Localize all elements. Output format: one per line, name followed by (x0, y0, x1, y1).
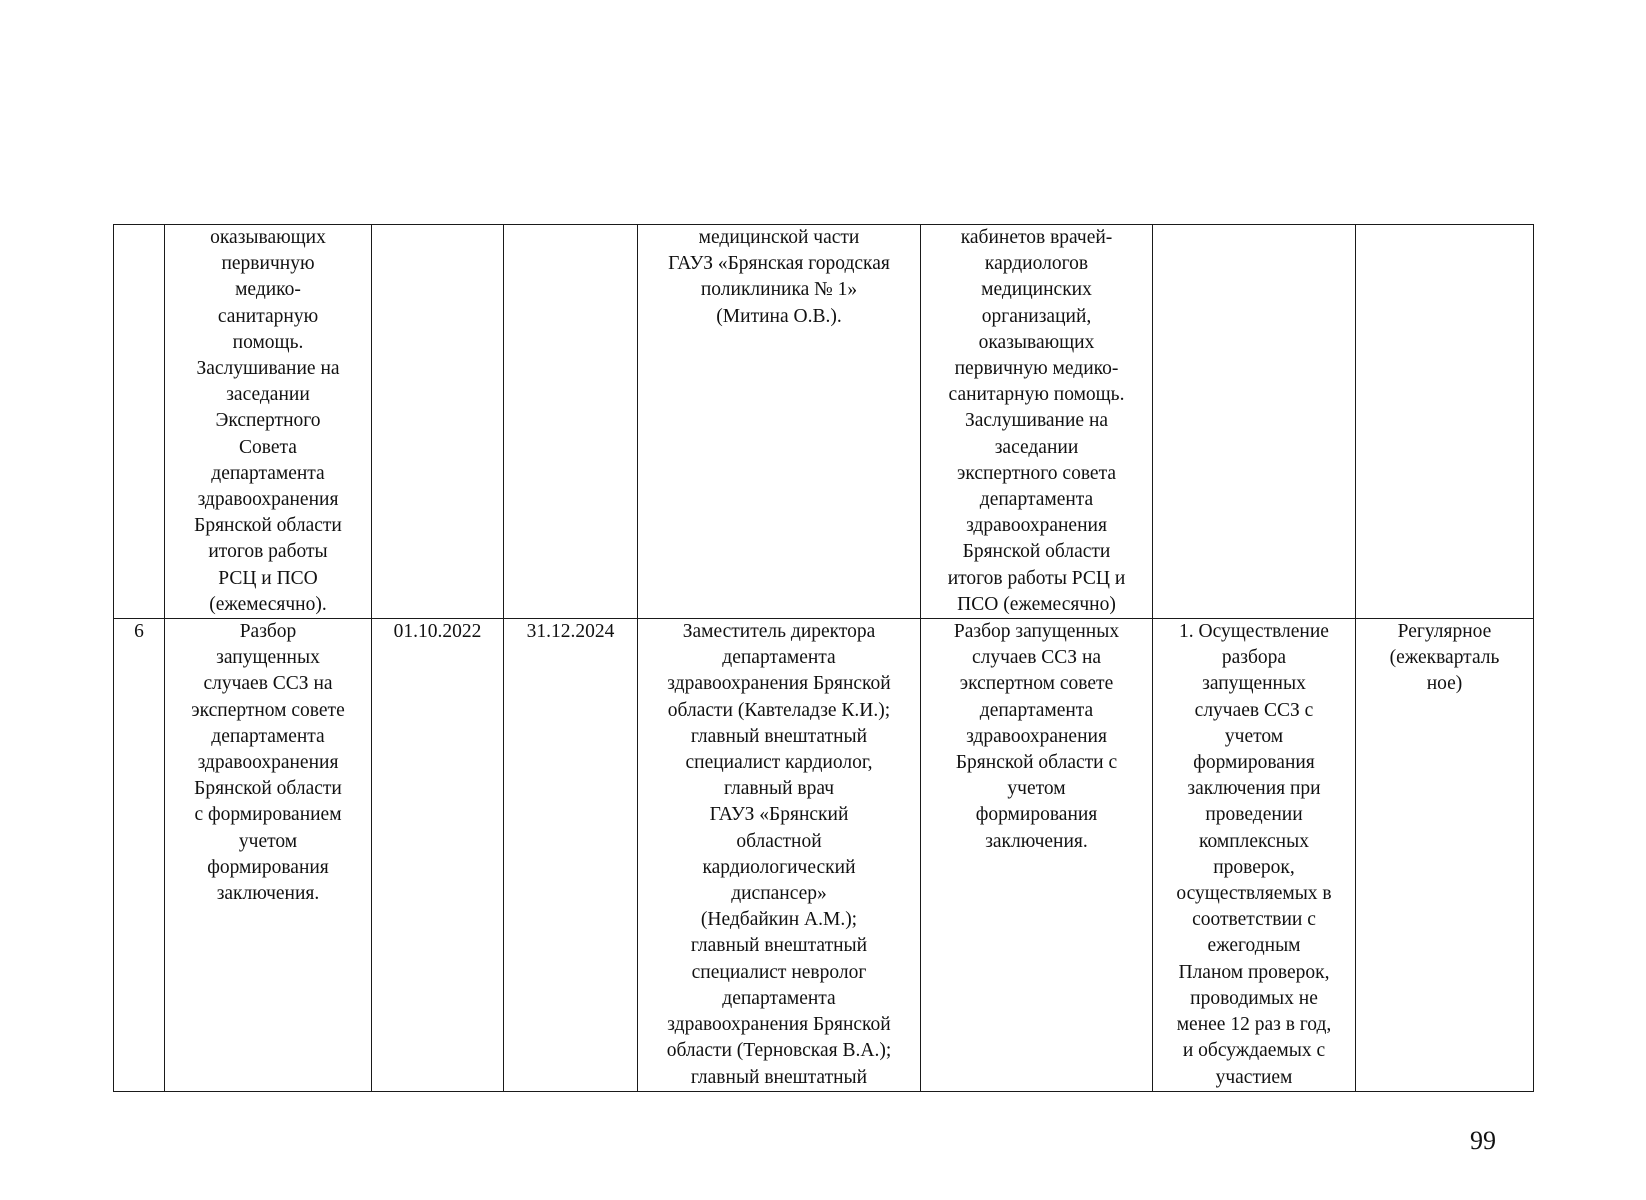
cell-indicator: 1. Осуществление разбора запущенных случаев ССЗ с учетом формирования заключения при проведении комплексных проверок, осуществляемых в соответствии с ежегодным Планом проверок, проводимых не менее 12 раз в год, и обсуждаемых с участием (1153, 619, 1356, 1092)
cell-end-date: 31.12.2024 (504, 619, 638, 1092)
cell-indicator (1153, 225, 1356, 619)
cell-type (1356, 225, 1534, 619)
cell-end-date (504, 225, 638, 619)
page-number: 99 (1470, 1126, 1496, 1155)
plan-table (113, 224, 1534, 1092)
cell-result: кабинетов врачей- кардиологов медицинских организаций, оказывающих первичную медико- санитарную помощь. Заслушивание на заседании экспертного совета департамента здравоохранения Брянской области итогов работы РСЦ и ПСО (ежемесячно) (921, 225, 1153, 619)
cell-responsible: Заместитель директора департамента здравоохранения Брянской области (Кавтеладзе К.И.); главный внештатный специалист кардиолог, главный врач ГАУЗ «Брянский областной кардиологический диспансер» (Недбайкин А.М.); главный внештатный специалист невролог департамента здравоохранения Брянской области (Терновская В.А.); главный внештатный (638, 619, 921, 1092)
cell-start-date (372, 225, 504, 619)
cell-number: 6 (114, 619, 165, 1092)
cell-number (114, 225, 165, 619)
cell-start-date: 01.10.2022 (372, 619, 504, 1092)
table-row (114, 619, 1534, 1092)
cell-responsible: медицинской части ГАУЗ «Брянская городская поликлиника № 1» (Митина О.В.). (638, 225, 921, 619)
cell-type: Регулярное (ежекварталь ное) (1356, 619, 1534, 1092)
table-row (114, 225, 1534, 619)
cell-result: Разбор запущенных случаев ССЗ на экспертном совете департамента здравоохранения Брянской области с учетом формирования заключения. (921, 619, 1153, 1092)
cell-event: оказывающих первичную медико- санитарную помощь. Заслушивание на заседании Экспертного Совета департамента здравоохранения Брянской области итогов работы РСЦ и ПСО (ежемесячно). (165, 225, 372, 619)
cell-event: Разбор запущенных случаев ССЗ на экспертном совете департамента здравоохранения Брянской области с формированием учетом формирования заключения. (165, 619, 372, 1092)
